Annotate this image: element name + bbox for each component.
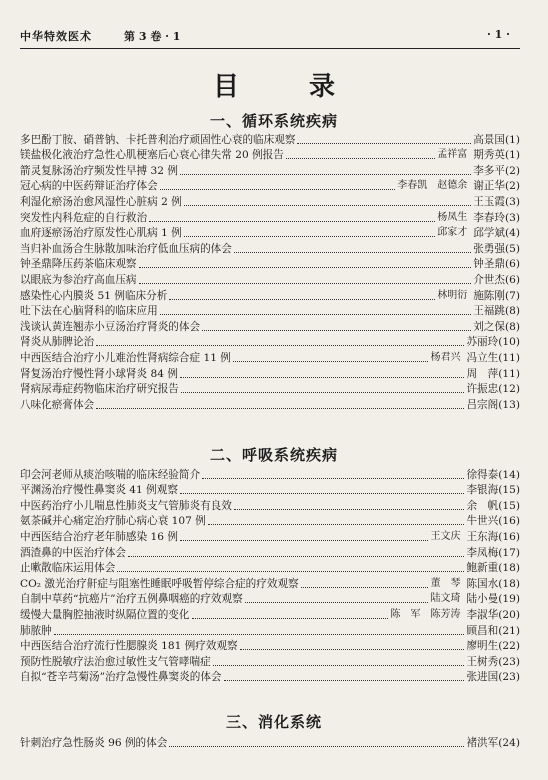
entry-title: 吐下法在心脑肾科的临床应用 bbox=[20, 305, 158, 318]
dot-leader bbox=[180, 376, 465, 378]
entry-author-page: 王树秀(23) bbox=[466, 655, 520, 668]
toc-entry[interactable] bbox=[20, 178, 520, 194]
entry-author-page: 李春玲(3) bbox=[473, 211, 520, 224]
toc-entry[interactable] bbox=[20, 544, 520, 560]
dot-leader bbox=[149, 220, 435, 222]
dot-leader bbox=[96, 407, 464, 409]
entry-author-page: 施陈刚(7) bbox=[473, 289, 520, 302]
entry-author-page: 高景国(1) bbox=[473, 133, 520, 146]
toc-entry[interactable] bbox=[20, 560, 520, 576]
entry-title: 突发性内科危症的自行救治 bbox=[20, 211, 148, 224]
toc-entry[interactable] bbox=[20, 365, 520, 381]
toc-entry[interactable] bbox=[20, 638, 520, 654]
toc-entry[interactable] bbox=[20, 606, 520, 622]
entry-title: 预防性脱敏疗法治愈过敏性支气管哮喘症 bbox=[20, 655, 211, 668]
entry-author-page: 刘之保(8) bbox=[473, 320, 520, 333]
entry-author-page: 吕宗阁(13) bbox=[466, 398, 520, 411]
dot-leader bbox=[139, 282, 472, 284]
section-title-respiratory: 二、呼吸系统疾病 bbox=[209, 446, 338, 464]
toc-entry[interactable] bbox=[20, 147, 520, 163]
volume-issue: 第 3 卷 · 1 bbox=[124, 30, 181, 43]
entry-author-page: 周 萍(11) bbox=[466, 367, 520, 380]
dot-leader bbox=[117, 570, 464, 572]
toc-entry[interactable] bbox=[20, 256, 520, 272]
entry-author-page: 顾昌和(21) bbox=[466, 624, 520, 637]
toc-entry[interactable] bbox=[20, 528, 520, 544]
entry-author-page: 钟圣鼎(6) bbox=[473, 258, 520, 271]
toc-entry[interactable] bbox=[20, 287, 520, 303]
entry-title: 平渊汤治疗慢性鼻窦炎 41 例观察 bbox=[20, 484, 178, 497]
toc-title: 目 录 bbox=[212, 72, 357, 102]
section-entries-circulatory bbox=[20, 131, 520, 412]
dot-leader bbox=[245, 601, 429, 603]
entry-title: 缓慢大量胸腔抽液时纵隔位置的变化 bbox=[20, 608, 190, 621]
entry-author-page: 李淑华(20) bbox=[466, 608, 520, 621]
dot-leader bbox=[240, 648, 465, 650]
section-title-digestive: 三、消化系统 bbox=[225, 713, 322, 731]
dot-leader bbox=[54, 633, 465, 635]
dot-leader bbox=[202, 477, 464, 479]
entry-title: 利湿化瘀汤治愈风湿性心脏病 2 例 bbox=[20, 195, 182, 208]
entry-title: 血府逐瘀汤治疗原发性心肌病 1 例 bbox=[20, 227, 182, 240]
entry-author-page: 苏丽玲(10) bbox=[466, 336, 520, 349]
entry-coauthors: 林明衍 bbox=[437, 289, 468, 301]
entry-title: 中西医结合治疗小儿难治性肾病综合症 11 例 bbox=[20, 351, 231, 364]
dot-leader bbox=[301, 586, 429, 588]
entry-title: 钟圣鼎降压药茶临床观察 bbox=[20, 258, 137, 271]
entry-coauthors: 孟祥富 bbox=[437, 149, 468, 161]
entry-author-page: 廖明生(22) bbox=[466, 640, 520, 653]
toc-entry[interactable] bbox=[20, 497, 520, 513]
entry-title: 感染性心内膜炎 51 例临床分析 bbox=[20, 289, 168, 302]
entry-title: 冠心病的中医药辩证治疗体会 bbox=[20, 180, 158, 193]
entry-author-page: 李多平(2) bbox=[473, 164, 520, 177]
entry-author-page: 介世杰(6) bbox=[473, 273, 520, 286]
toc-entry[interactable] bbox=[20, 622, 520, 638]
dot-leader bbox=[180, 173, 471, 175]
dot-leader bbox=[233, 360, 429, 362]
section-title-circulatory: 一、循环系统疾病 bbox=[209, 112, 338, 130]
entry-author-page: 余 帆(15) bbox=[466, 499, 520, 512]
entry-author-page: 鲍新重(18) bbox=[466, 562, 520, 575]
dot-leader bbox=[208, 523, 465, 525]
dot-leader bbox=[297, 142, 471, 144]
dot-leader bbox=[213, 664, 465, 666]
dot-leader bbox=[224, 679, 465, 681]
dot-leader bbox=[96, 344, 464, 346]
section-entries-digestive bbox=[20, 734, 520, 750]
entry-title: 酒渣鼻的中医治疗体会 bbox=[20, 546, 126, 559]
entry-title: 氨茶碱并心痛定治疗肺心病心衰 107 例 bbox=[20, 515, 206, 528]
toc-entry[interactable] bbox=[20, 131, 520, 147]
entry-author-page: 邱学斌(4) bbox=[473, 227, 520, 240]
dot-leader bbox=[128, 555, 465, 557]
entry-author-page: 张进国(23) bbox=[466, 671, 520, 684]
entry-title: 浅谈认黄连翘赤小豆汤治疗肾炎的体会 bbox=[20, 320, 201, 333]
running-header bbox=[20, 28, 520, 49]
entry-author-page: 陈国水(18) bbox=[466, 577, 520, 590]
toc-entry[interactable] bbox=[20, 318, 520, 334]
entry-coauthors: 陆文琦 bbox=[430, 593, 461, 605]
entry-author-page: 冯立生(11) bbox=[466, 351, 520, 364]
dot-leader bbox=[160, 313, 471, 315]
toc-entry[interactable] bbox=[20, 271, 520, 287]
entry-author-page: 褚洪军(24) bbox=[466, 736, 520, 749]
journal-name: 中华特效医术 bbox=[20, 30, 92, 43]
toc-entry[interactable] bbox=[20, 225, 520, 241]
toc-entry[interactable] bbox=[20, 734, 520, 750]
entry-title: 箭灵复脉汤治疗频发性早搏 32 例 bbox=[20, 164, 178, 177]
dot-leader bbox=[192, 617, 389, 619]
entry-coauthors: 陈 军 陈芳涛 bbox=[390, 608, 461, 620]
toc-entry[interactable] bbox=[20, 303, 520, 319]
toc-entry[interactable] bbox=[20, 669, 520, 685]
entry-author-page: 徐得泰(14) bbox=[466, 468, 520, 481]
dot-leader bbox=[169, 745, 464, 747]
entry-coauthors: 杨凤生 bbox=[437, 211, 468, 223]
entry-title: 以眼底为参治疗高血压病 bbox=[20, 273, 137, 286]
entry-title: 肾病尿毒症药物临床治疗研究报告 bbox=[20, 383, 179, 396]
entry-title: 肺脓肿 bbox=[20, 624, 52, 637]
dot-leader bbox=[160, 188, 395, 190]
dot-leader bbox=[139, 266, 472, 268]
dot-leader bbox=[202, 329, 471, 331]
toc-entry[interactable] bbox=[20, 482, 520, 498]
entry-author-page: 李凤梅(17) bbox=[466, 546, 520, 559]
toc-entry[interactable] bbox=[20, 193, 520, 209]
toc-entry[interactable] bbox=[20, 162, 520, 178]
entry-title: 印会河老师从痰治咳喘的临床经验简介 bbox=[20, 468, 201, 481]
entry-coauthors: 董 琴 bbox=[430, 577, 461, 589]
entry-title: 自制中草药“抗癌片”治疗五例鼻咽癌的疗效观察 bbox=[20, 593, 243, 606]
entry-coauthors: 邱家才 bbox=[437, 227, 468, 239]
dot-leader bbox=[181, 391, 465, 393]
entry-title: CO₂ 激光治疗鼾症与阻塞性睡眠呼吸暂停综合症的疗效观察 bbox=[20, 577, 299, 590]
toc-entry[interactable] bbox=[20, 396, 520, 412]
dot-leader bbox=[286, 157, 435, 159]
entry-author-page: 陆小曼(19) bbox=[466, 593, 520, 606]
entry-title: 针刺治疗急性肠炎 96 例的体会 bbox=[20, 736, 168, 749]
entry-author-page: 李银海(15) bbox=[466, 484, 520, 497]
toc-entry[interactable] bbox=[20, 591, 520, 607]
toc-entry[interactable] bbox=[20, 653, 520, 669]
entry-author-page: 王东海(16) bbox=[466, 530, 520, 543]
entry-author-page: 张勇强(5) bbox=[473, 242, 520, 255]
toc-entry[interactable] bbox=[20, 466, 520, 482]
dot-leader bbox=[234, 251, 471, 253]
entry-title: 自拟“苍辛芎菊汤”治疗急慢性鼻窦炎的体会 bbox=[20, 671, 222, 684]
entry-author-page: 王福跳(8) bbox=[473, 305, 520, 318]
entry-coauthors: 王文庆 bbox=[430, 530, 461, 542]
entry-title: 镁盐极化液治疗急性心肌梗塞后心衰心律失常 20 例报告 bbox=[20, 149, 284, 162]
toc-entry[interactable] bbox=[20, 575, 520, 591]
dot-leader bbox=[184, 235, 435, 237]
entry-title: 多巴酚丁胺、硝普钠、卡托普利治疗顽固性心衰的临床观察 bbox=[20, 133, 296, 146]
entry-title: 肾炎从肺脾论治 bbox=[20, 336, 95, 349]
entry-title: 中西医结合治疗流行性腮腺炎 181 例疗效观察 bbox=[20, 640, 238, 653]
entry-author-page: 谢正华(2) bbox=[473, 180, 520, 193]
dot-leader bbox=[234, 508, 465, 510]
entry-author-page: 牛世兴(16) bbox=[466, 515, 520, 528]
dot-leader bbox=[180, 539, 429, 541]
toc-entry[interactable] bbox=[20, 381, 520, 397]
dot-leader bbox=[169, 298, 435, 300]
entry-title: 肾复汤治疗慢性肾小球肾炎 84 例 bbox=[20, 367, 178, 380]
entry-author-page: 期秀英(1) bbox=[473, 149, 520, 162]
entry-title: 中西医结合治疗老年肺感染 16 例 bbox=[20, 530, 178, 543]
toc-entry[interactable] bbox=[20, 513, 520, 529]
entry-coauthors: 杨君兴 bbox=[430, 351, 461, 363]
toc-entry[interactable] bbox=[20, 334, 520, 350]
toc-entry[interactable] bbox=[20, 209, 520, 225]
toc-entry[interactable] bbox=[20, 349, 520, 365]
dot-leader bbox=[180, 492, 465, 494]
dot-leader bbox=[184, 204, 471, 206]
entry-title: 中医药治疗小儿喘息性肺炎支气管肺炎有良效 bbox=[20, 499, 232, 512]
page-number: · 1 · bbox=[487, 28, 510, 41]
entry-title: 当归补血汤合生脉散加味治疗低血压病的体会 bbox=[20, 242, 232, 255]
entry-coauthors: 李春凯 赵德余 bbox=[397, 180, 468, 192]
section-entries-respiratory bbox=[20, 466, 520, 684]
entry-author-page: 王玉霞(3) bbox=[473, 195, 520, 208]
toc-entry[interactable] bbox=[20, 240, 520, 256]
entry-title: 止嗽散临床运用体会 bbox=[20, 562, 116, 575]
entry-author-page: 许振忠(12) bbox=[466, 383, 520, 396]
entry-title: 八味化瘀膏体会 bbox=[20, 398, 95, 411]
